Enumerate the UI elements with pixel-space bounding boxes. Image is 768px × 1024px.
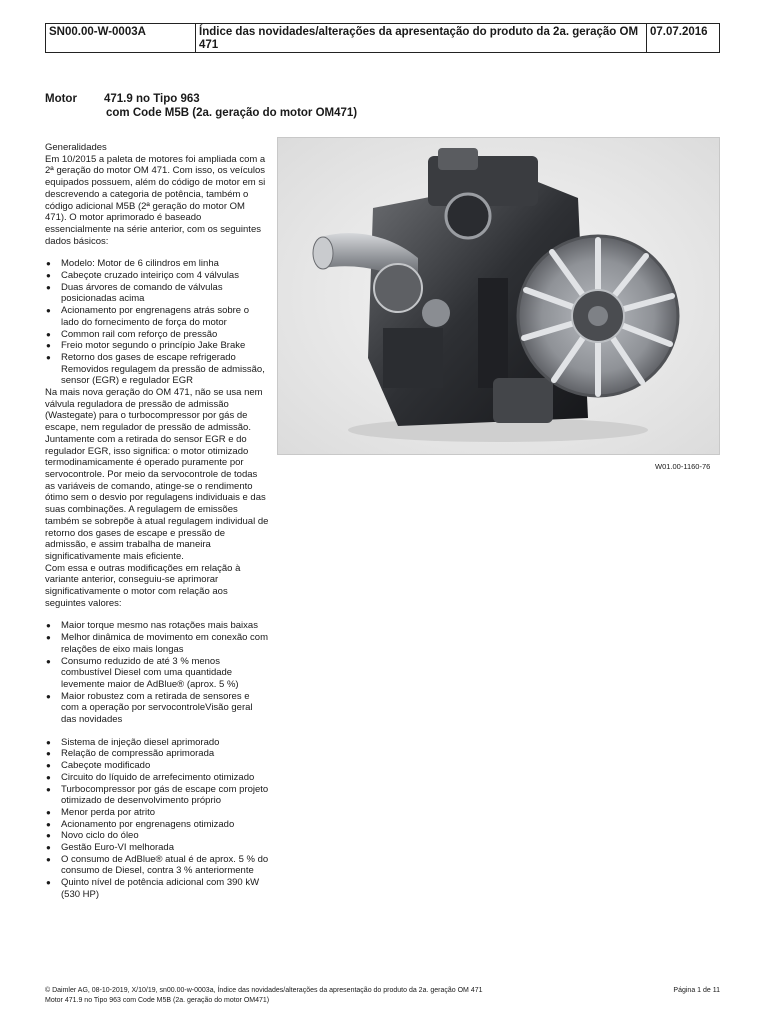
engine-illustration [278,138,719,454]
list-item: ● O consumo de AdBlue® atual é de aprox. 5 % do consumo de Diesel, contra 3 % anteriormente [45,854,269,877]
paragraph-servocontrol: Na mais nova geração do OM 471, não se usa nem válvula reguladora de pressão de admissão (Wastegate) para o turbocompressor por gás de escape, nem regulador de pressão de admissão. Juntamente com a retirada do sensor EGR e do regulador EGR, isso significa: o motor otimizado termodinamicamente é operado puramente por servocontrole. Por meio da servocontrole de todas as variáveis de comando, atinge-se o rendimento ótimo sem o desvio por regulagens individuais e das suas combinações. A regulagem de emissões também se sobrepõe à atual regulagem individual de retorno dos gases de escape e pressão de admissão, e assim trabalha de maneira significativamente mais eficiente. [45,387,269,562]
list-item: ● Modelo: Motor de 6 cilindros em linha [45,258,269,270]
news-list [45,737,269,901]
list-item: ● Maior torque mesmo nas rotações mais baixas [45,620,269,632]
list-item: ● Cabeçote modificado [45,760,269,772]
list-item: ● Gestão Euro-VI melhorada [45,842,269,854]
list-item: ● Maior robustez com a retirada de sensores e com a operação por servocontroleVisão geral das novidades [45,691,269,726]
list-item: ● Turbocompressor por gás de escape com projeto otimizado de desenvolvimento próprio [45,784,269,807]
figure-caption: W01.00-1160-76 [655,462,711,471]
text-column [45,142,269,901]
list-item: ● Quinto nível de potência adicional com 390 kW (530 HP) [45,877,269,900]
improvements-list [45,620,269,725]
list-item: ● Melhor dinâmica de movimento em conexão com relações de eixo mais longas [45,632,269,655]
list-item: ● Novo ciclo do óleo [45,830,269,842]
engine-photo [277,137,720,455]
document-id: SN00.00-W-0003A [46,24,196,52]
document-title: Índice das novidades/alterações da apresentação do produto da 2a. geração OM 471 [196,24,647,52]
page-footer [45,986,720,1005]
heading-line-2: com Code M5B (2a. geração do motor OM471) [106,107,358,119]
list-item: ● Common rail com reforço de pressão [45,329,269,341]
list-item: ● Menor perda por atrito [45,807,269,819]
page-number: Página 1 de 11 [673,987,720,994]
document-date: 07.07.2016 [650,26,708,38]
fan-icon [518,236,678,396]
list-item: ● Retorno dos gases de escape refrigerado [45,352,269,364]
basic-data-list [45,258,269,363]
removed-note: Removidos regulagem da pressão de admissão, sensor (EGR) e regulador EGR [61,363,265,387]
footer-line-1: © Daimler AG, 08-10-2019, X/10/19, sn00.00-w-0003a, Índice das novidades/alterações da apresentação do produto da 2a. geração OM 471 [45,987,483,994]
list-item: ● Sistema de injeção diesel aprimorado [45,737,269,749]
list-item: ● Freio motor segundo o princípio Jake Brake [45,340,269,352]
list-item: ● Duas árvores de comando de válvulas posicionadas acima [45,282,269,305]
footer-line-2: Motor 471.9 no Tipo 963 com Code M5B (2a. geração do motor OM471) [45,996,270,1004]
list-item: ● Circuito do líquido de arrefecimento otimizado [45,772,269,784]
list-item: ● Acionamento por engrenagens otimizado [45,819,269,831]
heading-label: Motor [45,93,77,105]
document-header-table [45,23,720,53]
list-item: ● Acionamento por engrenagens atrás sobre o lado do fornecimento de força do motor [45,305,269,328]
heading-line-1: 471.9 no Tipo 963 [104,93,200,105]
general-intro: Em 10/2015 a paleta de motores foi ampliada com a 2ª geração do motor OM 471. Com isso, os veículos equipados possuem, além do código de motor em si descrevendo a categoria de potência, também o código adicional M5B (2ª geração do motor OM 471). O motor aprimorado é baseado essencialmente na série anterior, com os seguintes dados básicos: [45,153,266,247]
paragraph-improvements-intro: Com essa e outras modificações em relação à variante anterior, conseguiu-se aprimorar significativamente o motor com relação aos seguintes valores: [45,562,241,609]
list-item: ● Relação de compressão aprimorada [45,748,269,760]
general-title: Generalidades [45,142,107,153]
list-item: ● Consumo reduzido de até 3 % menos combustível Diesel com uma quantidade levemente maior de AdBlue® (aprox. 5 %) [45,656,269,691]
list-item: ● Cabeçote cruzado inteiriço com 4 válvulas [45,270,269,282]
